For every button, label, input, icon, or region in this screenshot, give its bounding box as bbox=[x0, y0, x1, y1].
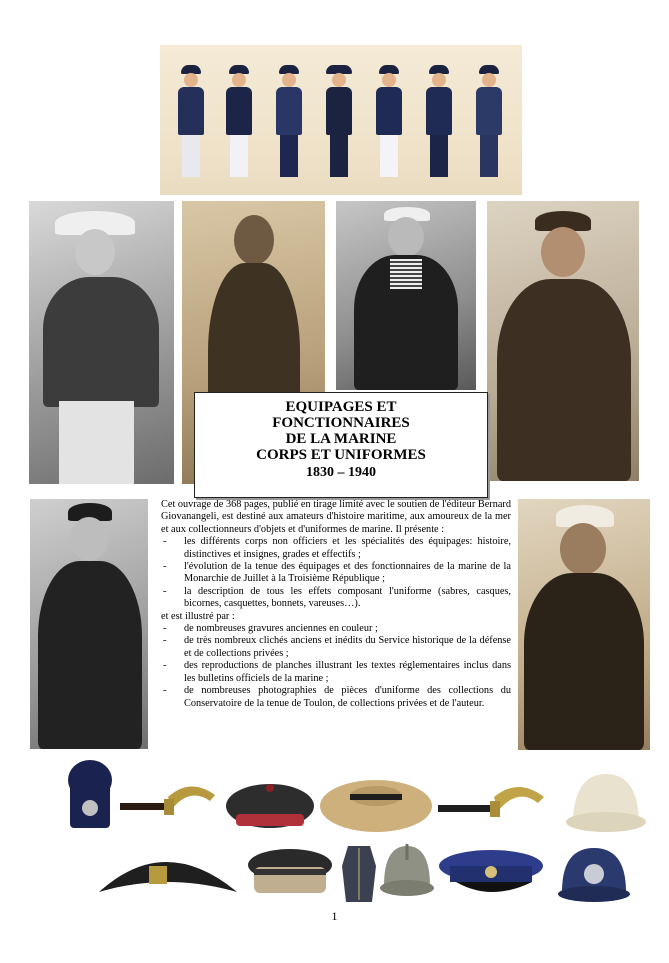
fireman-helmet-icon bbox=[556, 842, 632, 910]
photo-sailor-striped-shirt bbox=[336, 201, 476, 390]
list-item: - la description de tous les effets composant l'uniforme (sabres, casques, bicornes, casquettes, bonnets, vareuses…). bbox=[161, 586, 511, 611]
title-line: FONCTIONNAIRES bbox=[272, 415, 410, 431]
page-number: 1 bbox=[331, 909, 338, 923]
sailor-figure bbox=[272, 65, 306, 177]
presents-list bbox=[161, 536, 511, 610]
photo-moustached-officer bbox=[30, 499, 148, 749]
bicorne-icon bbox=[95, 842, 241, 902]
engraving-sailors-print bbox=[160, 45, 522, 195]
sailor-figure bbox=[174, 65, 208, 177]
bonnet-icon bbox=[244, 843, 336, 905]
title-years: 1830 – 1940 bbox=[306, 465, 376, 480]
sabre-icon bbox=[120, 775, 220, 825]
photo-officer-with-cap bbox=[487, 201, 639, 481]
title-line: EQUIPAGES ET bbox=[285, 399, 397, 415]
list-item: - des reproductions de planches illustrant les textes réglementaires inclus dans les bulletins officiels de la marine ; bbox=[161, 660, 511, 685]
list-item: - les différents corps non officiers et les spécialités des équipages: histoire, distinctives et insignes, grades et effectifs ; bbox=[161, 536, 511, 561]
list-item: - de très nombreux clichés anciens et inédits du Service historique de la défense et de collections privées ; bbox=[161, 635, 511, 660]
sailor-figure bbox=[472, 65, 506, 177]
photo-young-sailor bbox=[29, 201, 174, 484]
list-item: - de nombreuses gravures anciennes en couleur ; bbox=[161, 623, 511, 635]
list-item: - de nombreuses photographies de pièces d'uniforme des collections du Conservatoire de la tenue de Toulon, de collections privées et de l'auteur. bbox=[161, 685, 511, 710]
illustrated-intro: et est illustré par : bbox=[161, 610, 235, 622]
tunic-icon bbox=[340, 842, 378, 908]
title-box bbox=[194, 392, 488, 498]
beret-icon bbox=[222, 778, 318, 838]
description bbox=[161, 499, 511, 710]
title-line: DE LA MARINE bbox=[285, 431, 397, 447]
intro-paragraph: Cet ouvrage de 368 pages, publié en tirage limité avec le soutien de l'éditeur Bernard Giovanangeli, est destiné aux amateurs d'histoire maritime, aux amoureux de la mer et aux collectionneurs d'objets et d'uniformes de marine. Il présente : bbox=[161, 499, 511, 535]
sailor-figure bbox=[372, 65, 406, 177]
title-line: CORPS ET UNIFORMES bbox=[256, 447, 426, 463]
list-item: - l'évolution de la tenue des équipages et des fonctionnaires de la marine de la Monarchie de Juillet à la Troisième République ; bbox=[161, 561, 511, 586]
officer-figure bbox=[322, 65, 356, 177]
straw-hat-icon bbox=[318, 770, 434, 836]
sailor-figure bbox=[222, 65, 256, 177]
helmet-icon bbox=[378, 840, 436, 906]
illustrated-list bbox=[161, 623, 511, 710]
sailor-figure bbox=[422, 65, 456, 177]
cap-icon bbox=[436, 846, 546, 900]
photo-decorated-officer bbox=[518, 499, 650, 750]
shako-icon bbox=[60, 758, 120, 838]
pith-helmet-icon bbox=[565, 768, 647, 840]
sabre-icon bbox=[438, 775, 548, 825]
